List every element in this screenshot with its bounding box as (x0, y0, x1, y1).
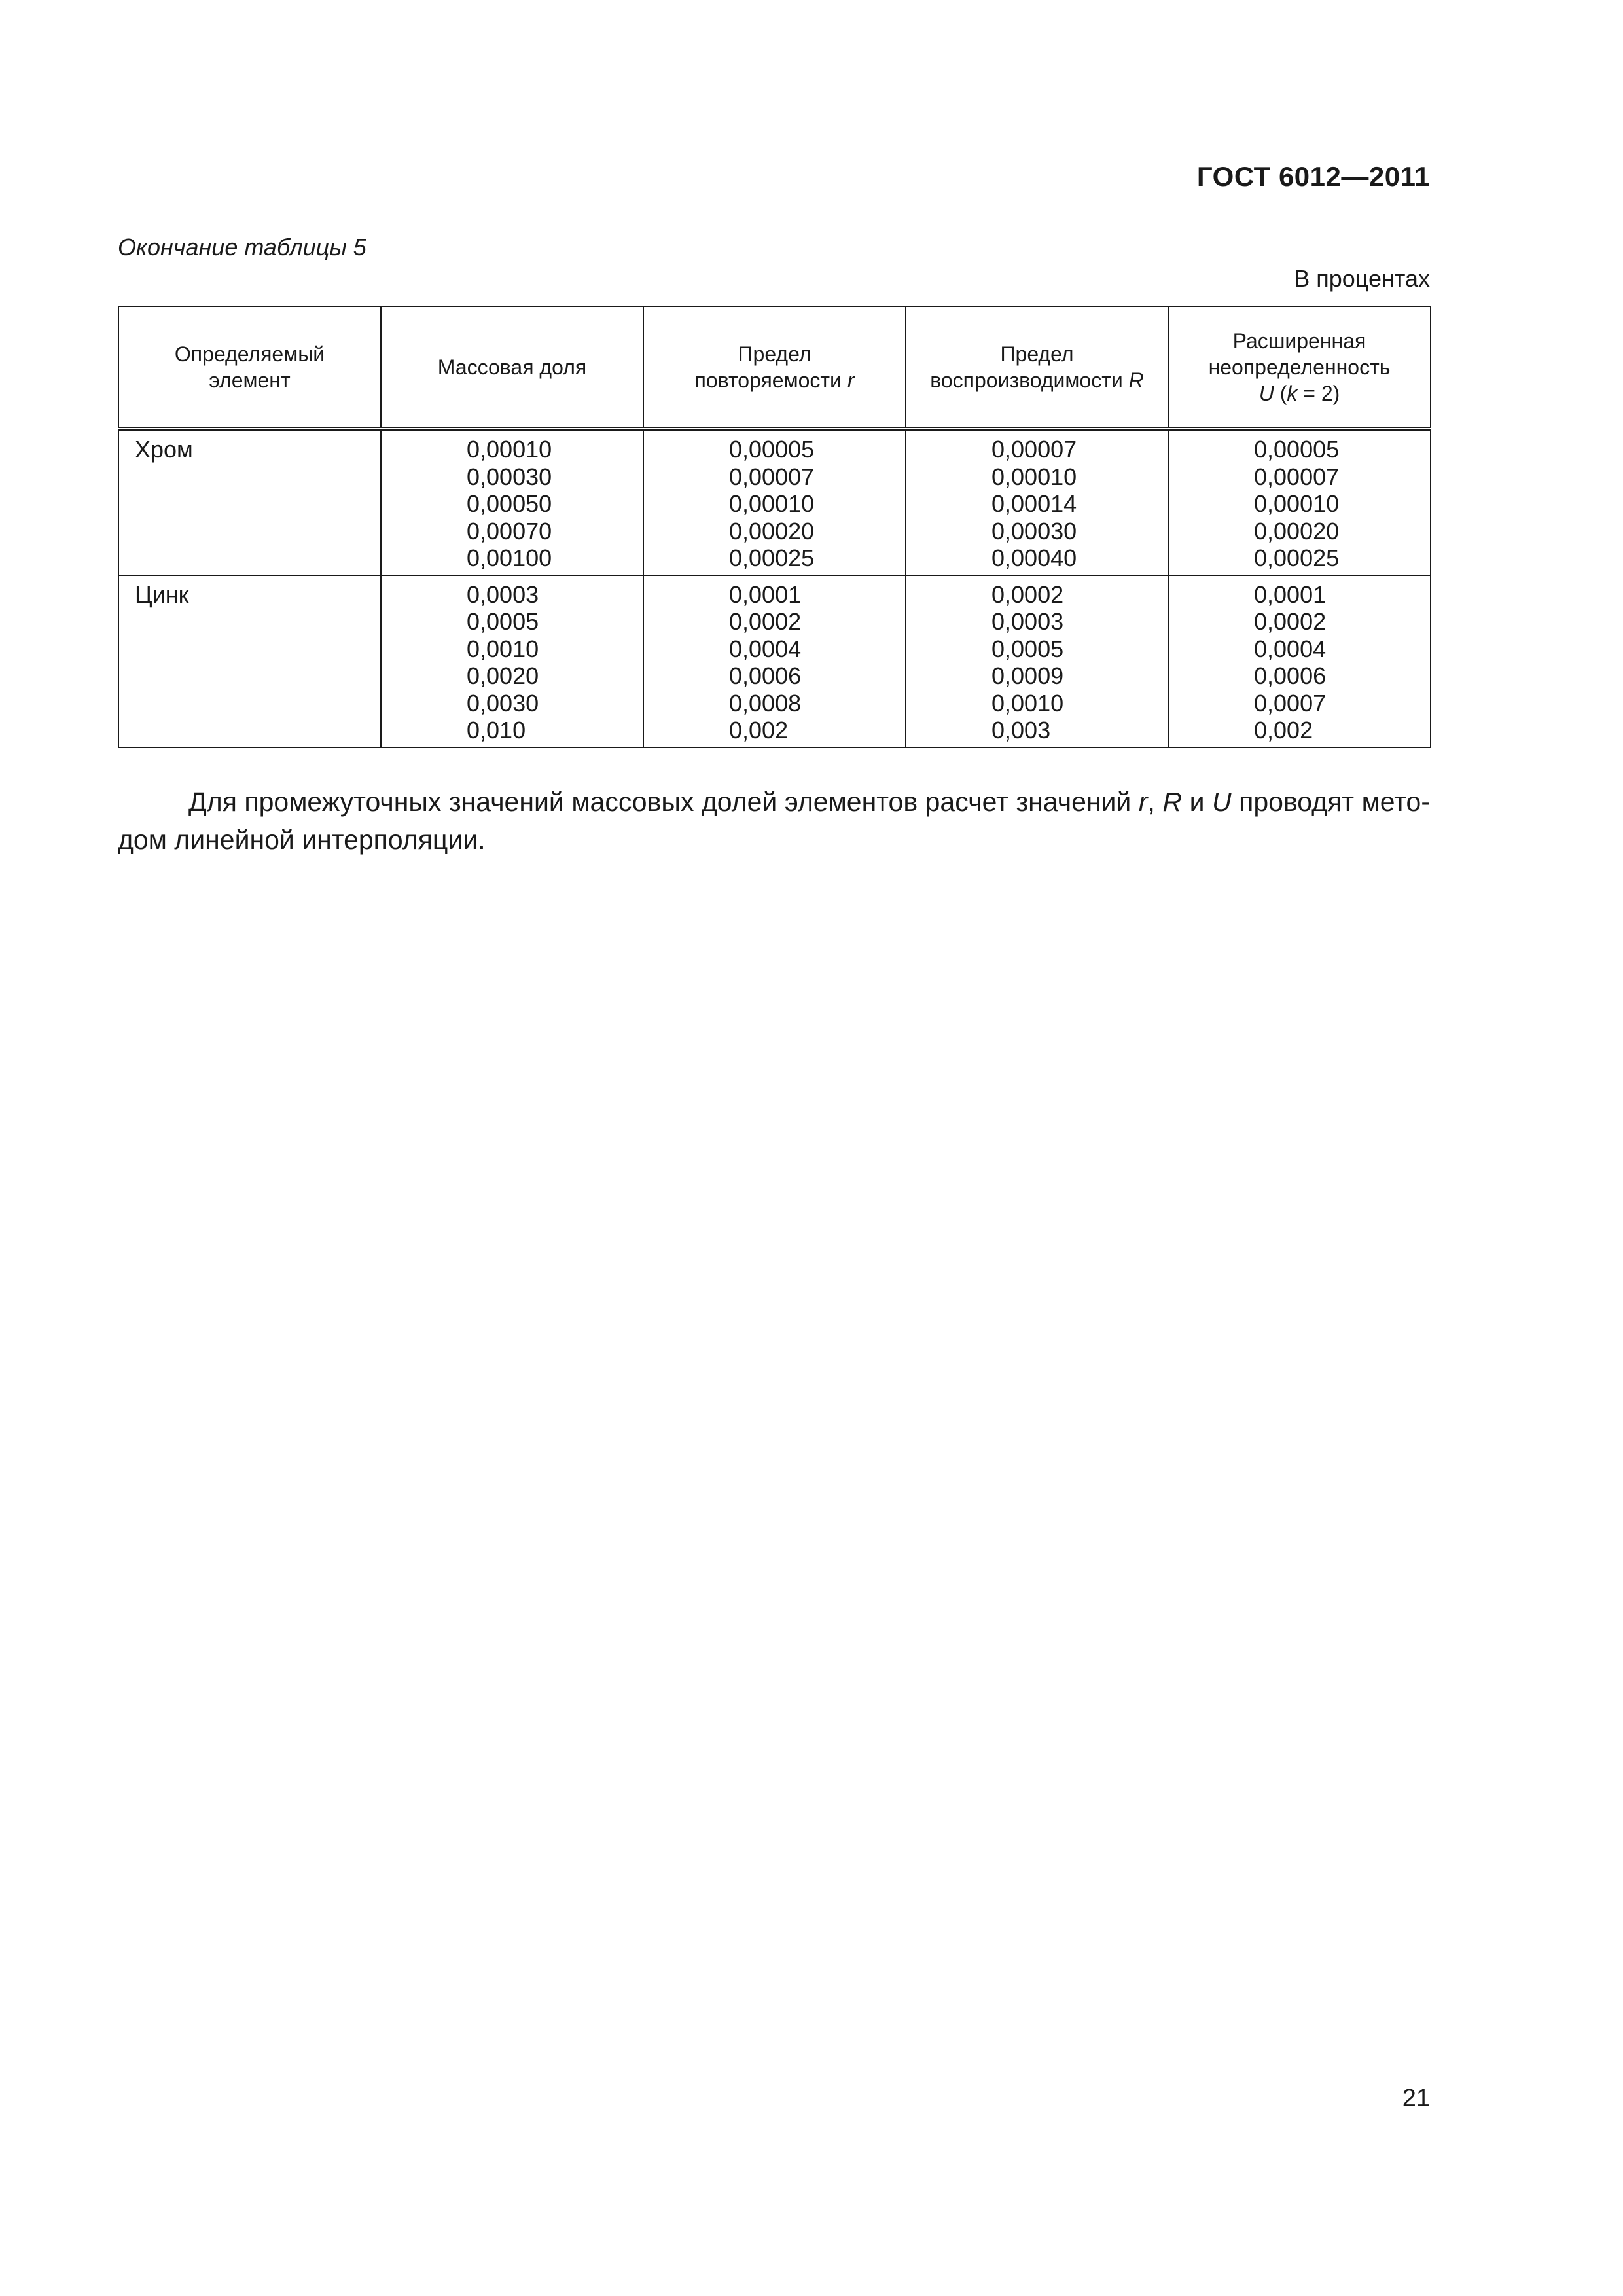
interpolation-note-line1: Для промежуточных значений массовых долей элементов расчет значений r, R и U проводят мето- (188, 787, 1430, 817)
value-cell: 0,002 (729, 717, 789, 744)
table-caption: Окончание таблицы 5 (118, 234, 366, 260)
mass-values-cell (381, 429, 643, 575)
value-cell: 0,0006 (1254, 662, 1327, 689)
value-cell: 0,00007 (729, 463, 815, 490)
mass-values-list (382, 436, 643, 572)
column-header-repeatability: Предел повторяемости r (643, 306, 906, 429)
value-cell: 0,0007 (1254, 689, 1327, 717)
value-cell: 0,0030 (467, 689, 539, 717)
value-cell: 0,00070 (467, 517, 552, 545)
reprod-values-cell (906, 429, 1168, 575)
value-cell: 0,0005 (467, 608, 539, 635)
value-cell: 0,0003 (467, 581, 539, 608)
value-cell: 0,00030 (991, 517, 1077, 545)
value-cell: 0,0001 (1254, 581, 1327, 608)
value-cell: 0,0008 (729, 689, 802, 717)
uncert-values-list (1169, 581, 1430, 744)
interpolation-note-line2: дом линейной интерполяции. (118, 825, 486, 855)
value-cell: 0,0001 (729, 581, 802, 608)
value-cell: 0,0002 (729, 608, 802, 635)
uncert-values-cell (1168, 575, 1431, 747)
value-cell: 0,002 (1254, 717, 1313, 744)
value-cell: 0,00025 (1254, 545, 1340, 571)
value-cell: 0,00100 (467, 545, 552, 571)
repeat-values-list (644, 581, 905, 744)
value-cell: 0,0020 (467, 662, 539, 689)
repeat-values-cell (643, 429, 906, 575)
value-cell: 0,00030 (467, 463, 552, 490)
value-cell: 0,0004 (1254, 635, 1327, 662)
value-cell: 0,0003 (991, 608, 1064, 635)
value-cell: 0,0004 (729, 635, 802, 662)
value-cell: 0,0006 (729, 662, 802, 689)
value-cell: 0,0005 (991, 635, 1064, 662)
value-cell: 0,003 (991, 717, 1051, 744)
uncert-values-cell (1168, 429, 1431, 575)
page-number: 21 (1402, 2085, 1430, 2112)
table-header-row (118, 306, 1431, 429)
value-cell: 0,0010 (991, 689, 1064, 717)
value-cell: 0,00005 (1254, 436, 1340, 463)
column-header-mass-fraction: Массовая доля (381, 306, 643, 429)
uncert-values-list (1169, 436, 1430, 572)
value-cell: 0,00007 (991, 436, 1077, 463)
element-cell: Хром (118, 429, 381, 575)
value-cell: 0,0002 (1254, 608, 1327, 635)
value-cell: 0,0009 (991, 662, 1064, 689)
value-cell: 0,00040 (991, 545, 1077, 571)
value-cell: 0,00014 (991, 490, 1077, 517)
element-cell: Цинк (118, 575, 381, 747)
value-cell: 0,010 (467, 717, 526, 744)
value-cell: 0,00020 (729, 517, 815, 545)
value-cell: 0,00010 (729, 490, 815, 517)
interpolation-note (118, 783, 1430, 859)
table-row (118, 575, 1431, 747)
reprod-values-list (906, 581, 1168, 744)
reprod-values-list (906, 436, 1168, 572)
value-cell: 0,00007 (1254, 463, 1340, 490)
reprod-values-cell (906, 575, 1168, 747)
results-table (118, 306, 1431, 748)
document-designation: ГОСТ 6012—2011 (1196, 161, 1430, 192)
value-cell: 0,00020 (1254, 517, 1340, 545)
value-cell: 0,00005 (729, 436, 815, 463)
value-cell: 0,00010 (467, 436, 552, 463)
mass-values-list (382, 581, 643, 744)
value-cell: 0,00010 (1254, 490, 1340, 517)
table-body (118, 429, 1431, 747)
mass-values-cell (381, 575, 643, 747)
value-cell: 0,00010 (991, 463, 1077, 490)
repeat-values-list (644, 436, 905, 572)
column-header-reproducibility: Предел воспроизводимости R (906, 306, 1168, 429)
table-row (118, 429, 1431, 575)
value-cell: 0,00025 (729, 545, 815, 571)
column-header-element: Определяемый элемент (118, 306, 381, 429)
units-note: В процентах (1294, 265, 1430, 292)
value-cell: 0,00050 (467, 490, 552, 517)
repeat-values-cell (643, 575, 906, 747)
column-header-expanded-uncertainty: Расширенная неопределенность U (k = 2) (1168, 306, 1431, 429)
value-cell: 0,0002 (991, 581, 1064, 608)
value-cell: 0,0010 (467, 635, 539, 662)
